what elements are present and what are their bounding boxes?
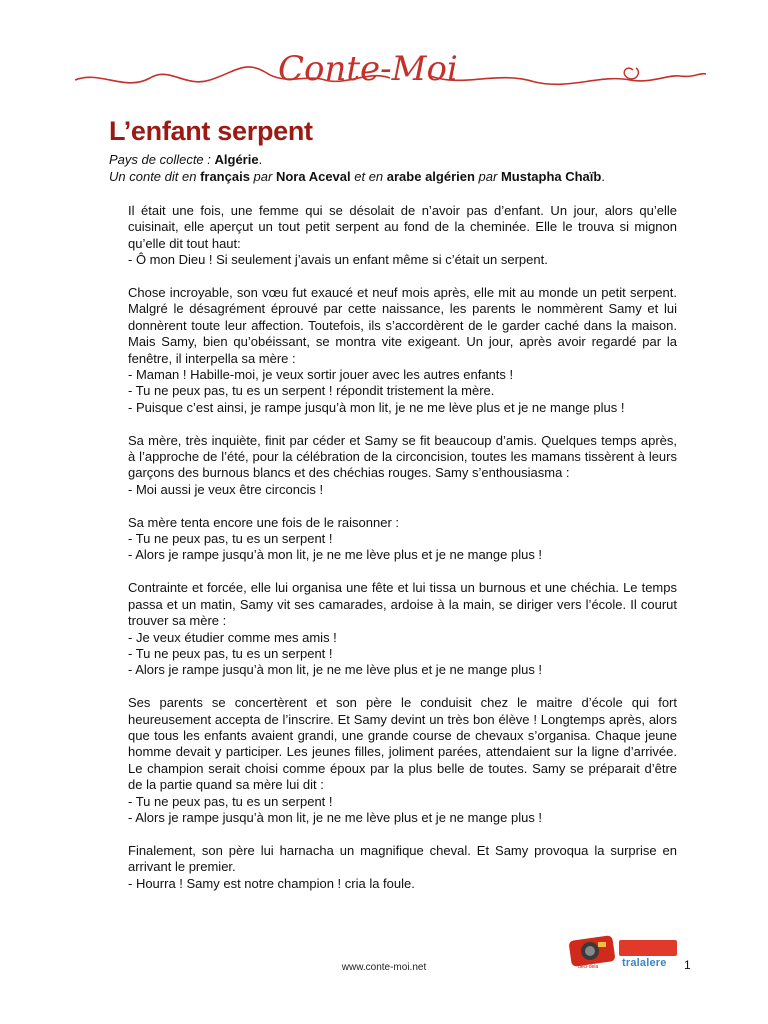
teller-name-2: Mustapha Chaïb [500, 169, 602, 184]
paragraph-text: Sa mère tenta encore une fois de le raisonner : [128, 514, 399, 530]
dialogue-line: - Je veux étudier comme mes amis ! [128, 629, 337, 645]
paragraph-text: Sa mère, très inquiète, finit par céder et Samy se fit beaucoup d’amis. Quelques temps après, à l’approche de l’été, pour la célébration de la circoncision, toutes les mamans tissèrent à leurs garçons des burnous blancs et des chéchias rouges. Samy s’enthousiasma : [128, 432, 677, 481]
dialogue-line: - Moi aussi je veux être circoncis ! [128, 481, 324, 497]
deci-dela-caption: deci-dela [578, 964, 599, 970]
tralalere-bar [619, 940, 677, 956]
story-meta [109, 151, 605, 185]
tralalere-text: tralalere [622, 957, 667, 969]
paragraph-text: Il était une fois, une femme qui se désolait de n’avoir pas d’enfant. Un jour, alors qu’elle cuisinait, elle aperçut un tout petit serpent au fond de la cheminée. Elle le trouva si mignon qu’elle dit tout haut: [128, 203, 677, 251]
dialogue-line: - Tu ne peux pas, tu es un serpent ! répondit tristement la mère. [128, 383, 495, 399]
country-prefix: Pays de collecte : [109, 152, 215, 167]
story-paragraph [128, 843, 677, 892]
teller-text-4: par [474, 169, 501, 184]
teller-line [109, 168, 605, 185]
paragraph-text: Ses parents se concertèrent et son père le conduisit chez le maitre d’école qui fort heureusement accepta de l’inscrire. Et Samy devint un très bon élève ! Longtemps après, alors que tous les enfants avaient grandi, une grande course de chevaux s’organisa. Chaque jeune homme devait y participer. Les jeunes filles, joliment parées, attendaient sur la ligne d’arrivée. Le champion serait choisi comme époux par la plus belle de toutes. Samy se préparait d’être de la partie quand sa mère lui dit : [128, 695, 677, 793]
dialogue-line: - Ô mon Dieu ! Si seulement j’avais un enfant même si c’était un serpent. [128, 252, 548, 268]
story-paragraph [128, 433, 677, 499]
dialogue-line: - Alors je rampe jusqu’à mon lit, je ne me lève plus et je ne mange plus ! [128, 547, 543, 563]
teller-text-1: Un conte dit en [109, 169, 201, 184]
story-body [128, 203, 677, 908]
story-paragraph [128, 695, 677, 826]
dialogue-line: - Alors je rampe jusqu’à mon lit, je ne me lève plus et je ne mange plus ! [128, 809, 543, 825]
country-suffix: . [258, 152, 263, 167]
dialogue-line: - Tu ne peux pas, tu es un serpent ! [128, 645, 333, 661]
dialogue-line: - Hourra ! Samy est notre champion ! cria la foule. [128, 875, 415, 891]
dialogue-line: - Tu ne peux pas, tu es un serpent ! [128, 531, 333, 547]
paragraph-text: Contrainte et forcée, elle lui organisa une fête et lui tissa un burnous et une chéchia. Le temps passa et un matin, Samy vit ses camarades, ardoise à la main, se diriger vers l’école. Il courut trouver sa mère : [128, 580, 677, 629]
logo-text: Conte-Moi [278, 49, 458, 89]
language-2: arabe algérien [386, 169, 475, 184]
footer-url: www.conte-moi.net [341, 962, 427, 973]
teller-end: . [601, 169, 605, 184]
page-title: L’enfant serpent [109, 116, 313, 146]
language-1: français [200, 169, 250, 184]
story-paragraph [128, 203, 677, 269]
page-number: 1 [684, 958, 691, 972]
conte-moi-logo [70, 30, 710, 110]
teller-name-1: Nora Aceval [275, 169, 351, 184]
dialogue-line: - Maman ! Habille-moi, je veux sortir jouer avec les autres enfants ! [128, 367, 514, 383]
story-paragraph [128, 515, 677, 564]
story-paragraph [128, 285, 677, 416]
dialogue-line: - Alors je rampe jusqu’à mon lit, je ne me lève plus et je ne mange plus ! [128, 662, 543, 678]
dialogue-line: - Tu ne peux pas, tu es un serpent ! [128, 793, 333, 809]
country-name: Algérie [214, 152, 259, 167]
story-paragraph [128, 580, 677, 678]
country-line [109, 151, 605, 168]
paragraph-text: Chose incroyable, son vœu fut exaucé et neuf mois après, elle mit au monde un petit serpent. Malgré le désagrément éprouvé par cette naissance, les parents le nommèrent Samy et lui donnèrent toute leur affection. Toutefois, ils s’accordèrent de le garder caché dans la maison. Mais Samy, bien qu’obéissant, se montra vite exigeant. Un jour, après avoir regardé par la fenêtre, il interpella sa mère : [128, 285, 677, 366]
dialogue-line: - Puisque c’est ainsi, je rampe jusqu’à mon lit, je ne me lève plus et je ne mange plus ! [128, 399, 625, 415]
paragraph-text: Finalement, son père lui harnacha un magnifique cheval. Et Samy provoqua la surprise en arrivant le premier. [128, 842, 677, 875]
teller-text-3: et en [350, 169, 387, 184]
teller-text-2: par [249, 169, 276, 184]
